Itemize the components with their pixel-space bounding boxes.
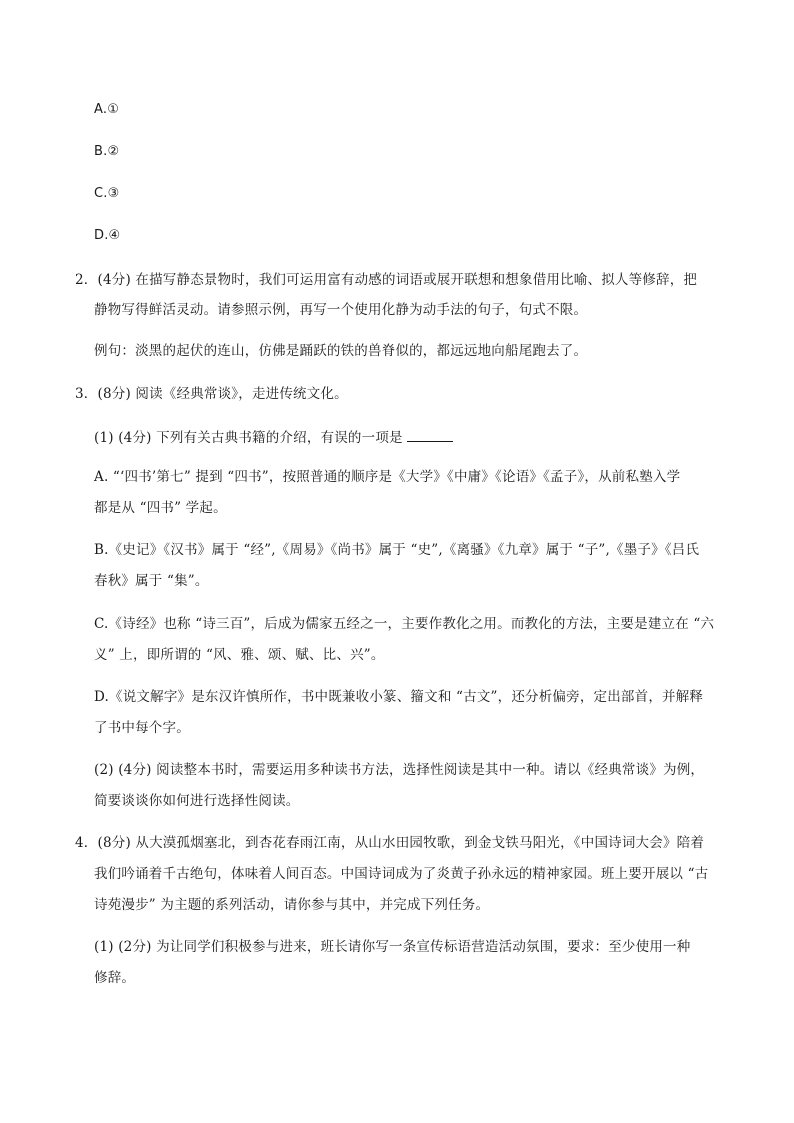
option-b: B.② [94,144,120,159]
q3-sub1 [94,427,453,448]
q3-option-d-line-1: D.《说文解字》是东汉许慎所作，书中既兼收小篆、籀文和 “古文”，还分析偏旁，定出部首，并解释 [94,689,704,705]
q4-sub1-line-1: (1) (2分) 为让同学们积极参与进来，班长请你写一条宣传标语营造活动氛围，要求：至少使用一种 [94,939,691,955]
q4-line-3: 诗苑漫步” 为主题的系列活动，请你参与其中，并完成下列任务。 [94,897,490,913]
q4-line-1: 4．(8分) 从大漠孤烟塞北，到杏花春雨江南，从山水田园牧歌，到金戈铁马阳光，《中国诗词大会》陪着 [75,835,705,851]
option-a: A.① [94,102,120,117]
q3-sub2-line-2: 简要谈谈你如何进行选择性阅读。 [94,793,300,809]
q2-line-1: 2．(4分) 在描写静态景物时，我们可运用富有动感的词语或展开联想和想象借用比喻、拟人等修辞，把 [75,272,698,288]
q4-sub1-line-2: 修辞。 [94,970,136,986]
q2-example: 例句：淡黑的起伏的连山，仿佛是踊跃的铁的兽脊似的，都远远地向船尾跑去了。 [94,343,588,359]
q3-option-c-line-2: 义” 上，即所谓的 “风、雅、颂、赋、比、兴”。 [94,647,385,663]
q3-sub1-text: (1) (4分) 下列有关古典书籍的介绍，有误的一项是 [94,430,403,446]
q3-option-a-line-2: 都是从 “四书” 学起。 [94,500,227,516]
q3-option-d-line-2: 了书中每个字。 [94,720,190,736]
q4-line-2: 我们吟诵着千古绝句，体味着人间百态。中国诗词成为了炎黄子孙永远的精神家园。班上要开展以 “古 [94,866,709,882]
answer-blank[interactable] [407,427,453,442]
q3-option-b-line-1: B.《史记》《汉书》属于 “经”,《周易》《尚书》属于 “史”,《离骚》《九章》属于 “子”,《墨子》《吕氏 [94,542,700,558]
q3-option-a-line-1: A. “‘四书’第七” 提到 “四书”，按照普通的顺序是《大学》《中庸》《论语》《孟子》，从前私塾入学 [94,469,681,485]
q3-option-c-line-1: C.《诗经》也称 “诗三百”，后成为儒家五经之一，主要作教化之用。而教化的方法，主要是建立在 “六 [94,616,715,632]
option-c: C.③ [94,186,120,201]
option-d: D.④ [94,228,121,243]
q3-option-b-line-2: 春秋》属于 “集”。 [94,573,209,589]
q2-line-2: 静物写得鲜活灵动。请参照示例，再写一个使用化静为动手法的句子，句式不限。 [94,302,588,318]
q3-sub2-line-1: (2) (4分) 阅读整本书时，需要运用多种读书方法，选择性阅读是其中一种。请以《经典常谈》为例， [94,762,705,778]
q3-header: 3．(8分) 阅读《经典常谈》，走进传统文化。 [75,386,348,402]
